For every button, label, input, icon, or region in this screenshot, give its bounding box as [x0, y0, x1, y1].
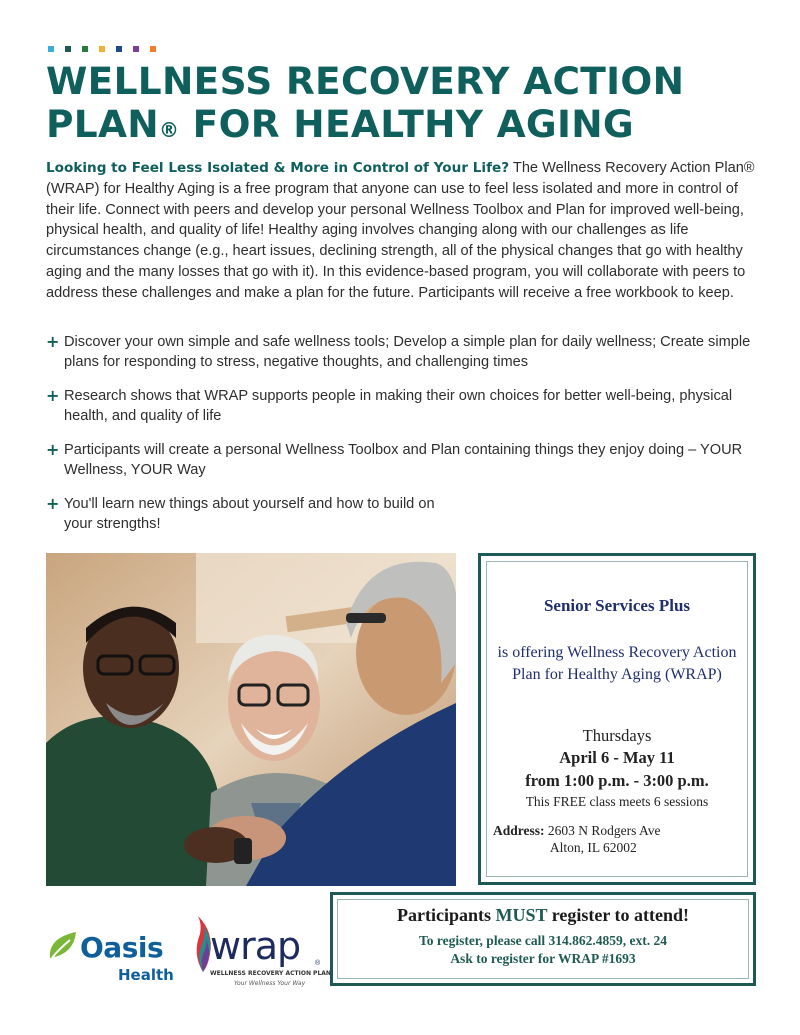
registration-heading-a: Participants [397, 905, 496, 925]
list-item-text: Research shows that WRAP supports people in making their own choices for better well-being, physical health, and quality of life [64, 388, 733, 424]
list-item [46, 440, 758, 480]
color-dot [82, 46, 88, 52]
intro-paragraph [46, 158, 758, 304]
class-day: Thursdays [582, 726, 652, 745]
color-dot [65, 46, 71, 52]
oasis-health-logo [46, 928, 176, 988]
class-time: from 1:00 p.m. - 3:00 p.m. [525, 771, 709, 790]
seniors-photo [46, 553, 456, 886]
class-dates: April 6 - May 11 [559, 748, 675, 767]
intro-lead: Looking to Feel Less Isolated & More in Control of Your Life? [46, 160, 510, 176]
benefit-list [46, 332, 758, 546]
color-dot [99, 46, 105, 52]
color-dot [133, 46, 139, 52]
offering-text: is offering Wellness Recovery Action Plan for Healthy Aging (WRAP) [497, 644, 737, 683]
title-line-1: WELLNESS RECOVERY ACTION [46, 59, 685, 103]
registration-heading-b: register to attend! [547, 905, 689, 925]
address-label: Address: [493, 823, 545, 838]
list-item [46, 494, 466, 534]
plus-icon: + [46, 386, 60, 405]
list-item-text: Discover your own simple and safe wellness tools; Develop a simple plan for daily wellness; Create simple plans for responding to stress, negative thoughts, and challenging times [64, 334, 751, 370]
wrap-full-name: WELLNESS RECOVERY ACTION PLAN [210, 970, 331, 977]
wrap-tagline: Your Wellness Your Way [234, 980, 306, 987]
registration-box [330, 892, 756, 986]
intro-body: The Wellness Recovery Action Plan® (WRAP) for Healthy Aging is a free program that anyone can use to feel less isolated and more in control of their life. Connect with peers and develop your personal Wellness Toolbox and Plan for improved well-being, physical health, and quality of life! Healthy aging involves changing along with our challenges as life circumstances change (e.g., heart issues, declining strength, all of the physical changes that go with healthy aging and the many losses that go with it). In this evidence-based program, you will collaborate with peers to address these challenges and make a plan for the future. Participants will receive a free workbook to keep. [46, 160, 755, 301]
plus-icon: + [46, 494, 60, 513]
registration-heading [333, 905, 753, 926]
event-info-box [478, 553, 756, 885]
registration-code: Ask to register for WRAP #1693 [450, 951, 636, 966]
list-item-text: Participants will create a personal Wellness Toolbox and Plan containing things they enjoy doing – YOUR Wellness, YOUR Way [64, 442, 743, 478]
wrap-registered-mark: ® [315, 960, 321, 967]
oasis-sub: Health [118, 966, 174, 984]
registration-must: MUST [495, 905, 548, 925]
title-line-2b: FOR HEALTHY AGING [179, 102, 634, 146]
color-dot [116, 46, 122, 52]
address-line-2: Alton, IL 62002 [549, 840, 637, 855]
color-dots [48, 46, 156, 52]
title-line-2a: PLAN [46, 102, 159, 146]
session-count: This FREE class meets 6 sessions [525, 794, 709, 809]
wrap-word: wrap [210, 924, 301, 968]
organization-name: Senior Services Plus [543, 596, 691, 615]
color-dot [150, 46, 156, 52]
list-item [46, 386, 758, 426]
registered-mark: ® [159, 118, 180, 142]
list-item-text: You'll learn new things about yourself and how to build on your strengths! [64, 496, 435, 532]
address-block [493, 822, 661, 856]
oasis-name: Oasis [80, 931, 164, 964]
wrap-logo [188, 914, 331, 994]
registration-phone: To register, please call 314.862.4859, ext. 24 [418, 933, 668, 948]
plus-icon: + [46, 440, 60, 459]
address-line-1: 2603 N Rodgers Ave [547, 823, 661, 838]
page-title [46, 60, 766, 152]
color-dot [48, 46, 54, 52]
plus-icon: + [46, 332, 60, 351]
address-lines [548, 822, 661, 856]
list-item [46, 332, 758, 372]
